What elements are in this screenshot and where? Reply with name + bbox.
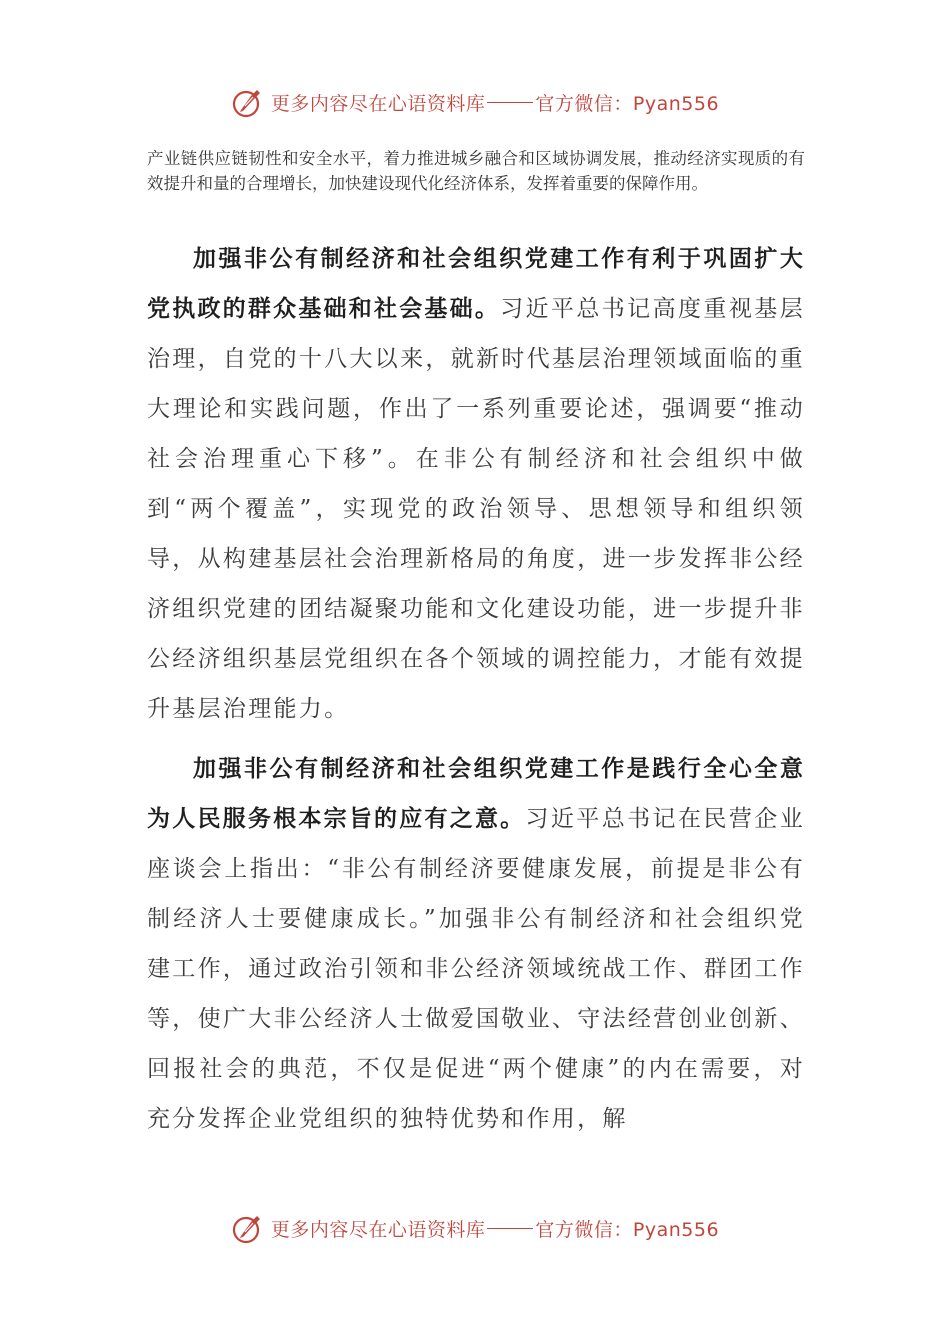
pen-nib-icon <box>231 1210 267 1246</box>
body-paragraph <box>147 744 805 1144</box>
paragraph-lead: 加强非公有制经济和社会组织党建工作是践行全心全意为人民服务根本宗旨的应有之意。 <box>147 755 805 832</box>
header-brand-tail: 官方微信：Pyan556 <box>535 92 720 115</box>
paragraph-text: 习近平总书记在民营企业座谈会上指出：“非公有制经济要健康发展，前提是非公有制经济人士要健康成长。”加强非公有制经济和社会组织党建工作，通过政治引领和非公经济领域统战工作、群团工作等，使广大非公经济人士做爱国敬业、守法经营创业创新、回报社会的典范，不仅是促进“两个健康”的内在需要，对充分发挥企业党组织的独特优势和作用，解 <box>147 806 805 1132</box>
footer-brand-text: 更多内容尽在心语资料库 <box>270 1218 486 1241</box>
paragraph-lead: 加强非公有制经济和社会组织党建工作有利于巩固扩大党执政的群众基础和社会基础。 <box>147 245 805 322</box>
footer-brand-tail: 官方微信：Pyan556 <box>535 1218 720 1241</box>
pen-nib-icon <box>231 84 267 120</box>
body-paragraph <box>147 234 805 734</box>
header-separator <box>487 102 533 103</box>
header-brand-text: 更多内容尽在心语资料库 <box>270 92 486 115</box>
footer-separator <box>487 1228 533 1229</box>
paragraph-text: 习近平总书记高度重视基层治理，自党的十八大以来，就新时代基层治理领域面临的重大理论和实践问题，作出了一系列重要论述，强调要“推动社会治理重心下移”。在非公有制经济和社会组织中做到“两个覆盖”，实现党的政治领导、思想领导和组织领导，从构建基层社会治理新格局的角度，进一步发挥非公经济组织党建的团结凝聚功能和文化建设功能，进一步提升非公经济组织基层党组织在各个领域的调控能力，才能有效提升基层治理能力。 <box>147 296 805 722</box>
carryover-text: 产业链供应链韧性和安全水平，着力推进城乡融合和区域协调发展，推动经济实现质的有效提升和量的合理增长，加快建设现代化经济体系，发挥着重要的保障作用。 <box>147 149 805 193</box>
header-banner <box>0 82 950 122</box>
footer-banner <box>0 1208 950 1248</box>
